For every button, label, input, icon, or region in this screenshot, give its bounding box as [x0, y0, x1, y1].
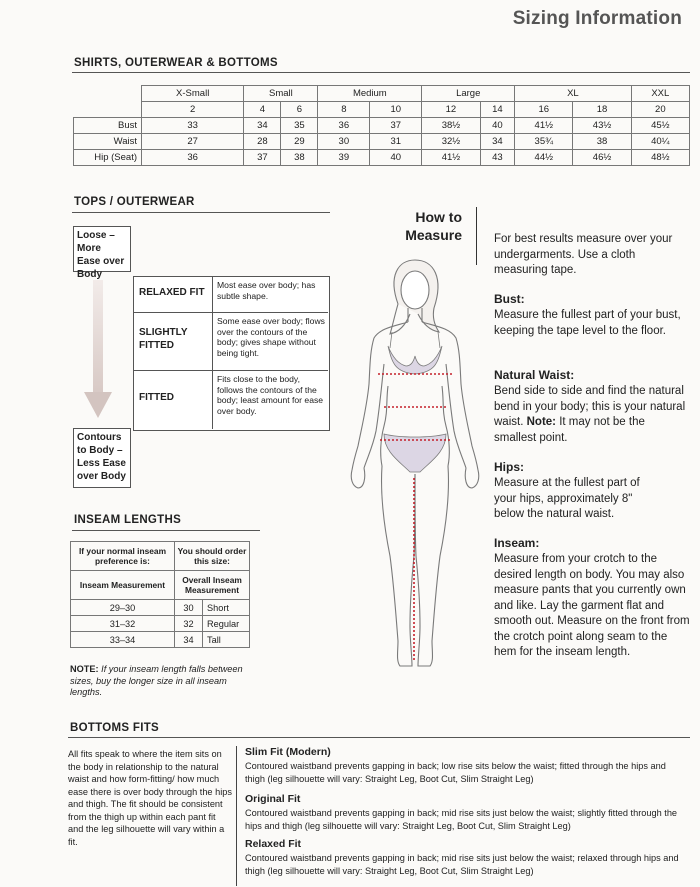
table-cell: 36	[142, 150, 244, 166]
fit-desc-slightly-fitted: Some ease over body; flows over the contours of the body; gives shape without being tight.	[217, 316, 325, 358]
inseam-sub-overall: Overall Inseam Measurement	[175, 571, 250, 600]
table-cell: 48½	[631, 150, 689, 166]
section-heading-tops: TOPS / OUTERWEAR	[74, 196, 195, 208]
inseam-name: Short	[203, 600, 250, 616]
down-arrow-icon	[82, 280, 114, 430]
table-cell: 29	[281, 134, 318, 150]
row-label: Hip (Seat)	[74, 150, 142, 166]
inseam-number: 34	[175, 632, 203, 648]
divider	[72, 212, 330, 213]
inseam-title: Inseam:	[494, 536, 540, 550]
table-cell: 37	[370, 118, 422, 134]
waist-note: It may not be the smallest point.	[494, 416, 645, 444]
divider	[72, 530, 260, 531]
table-cell: 35¾	[515, 134, 573, 150]
inseam-sub-measurement: Inseam Measurement	[71, 571, 175, 600]
divider	[236, 746, 237, 886]
row-label: Waist	[74, 134, 142, 150]
page-title: Sizing Information	[512, 8, 682, 29]
table-cell: 38½	[422, 118, 480, 134]
size-group: Large	[422, 86, 515, 102]
bust-title: Bust:	[494, 292, 525, 306]
relaxed-fit-title: Relaxed Fit	[245, 838, 302, 850]
size-number: 2	[142, 102, 244, 118]
size-group: XL	[515, 86, 632, 102]
inseam-number: 30	[175, 600, 203, 616]
section-heading-inseam: INSEAM LENGTHS	[74, 514, 182, 526]
table-cell: 34	[480, 134, 515, 150]
inseam-head-order: You should order this size:	[175, 542, 250, 571]
fit-name-fitted: FITTED	[139, 392, 174, 403]
size-number: 18	[573, 102, 631, 118]
table-row	[74, 118, 690, 134]
size-chart-table	[73, 85, 690, 166]
fit-desc-relaxed: Most ease over body; has subtle shape.	[217, 280, 316, 301]
bust-text: Measure the fullest part of your bust, keeping the tape level to the floor.	[494, 309, 681, 337]
divider	[212, 276, 213, 429]
how-to-intro: For best results measure over your undergarments. Use a cloth measuring tape.	[494, 233, 673, 276]
note-text: If your inseam length falls between sizes, buy the longer size in all inseam lengths.	[70, 664, 243, 697]
fit-name-relaxed: RELAXED FIT	[139, 287, 205, 298]
table-cell: 46½	[573, 150, 631, 166]
hips-title: Hips:	[494, 460, 524, 474]
note-label: NOTE:	[70, 664, 99, 674]
table-cell: 27	[142, 134, 244, 150]
waist-desc: Bend side to side and find the natural bend in your body; this is your natural waist.	[494, 385, 686, 428]
size-group: X-Small	[142, 86, 244, 102]
size-number-row	[74, 102, 690, 118]
inseam-text: Measure from your crotch to the desired length on body. You may also measure pants that you currently own and like. Lay the garment flat and smooth out. Measure on the front from the crotch point along seam to the hem for the inseam length.	[494, 553, 690, 658]
size-number: 10	[370, 102, 422, 118]
size-number: 6	[281, 102, 318, 118]
size-group: Medium	[318, 86, 422, 102]
waist-note-label: Note:	[526, 416, 556, 428]
inseam-head-preference: If your normal inseam preference is:	[71, 542, 175, 571]
table-cell: 43	[480, 150, 515, 166]
contours-label: Contours to Body – Less Ease over Body	[73, 428, 131, 488]
table-cell: 40¼	[631, 134, 689, 150]
table-cell: 43½	[573, 118, 631, 134]
table-cell: 33	[142, 118, 244, 134]
fit-desc-fitted: Fits close to the body, follows the contours of the body; least amount for ease over body.	[217, 374, 324, 416]
table-cell: 45½	[631, 118, 689, 134]
inseam-range: 31–32	[71, 616, 175, 632]
table-cell: 41½	[515, 118, 573, 134]
table-cell: 34	[244, 118, 281, 134]
size-number: 20	[631, 102, 689, 118]
table-cell: 41½	[422, 150, 480, 166]
table-cell: 37	[244, 150, 281, 166]
size-number: 12	[422, 102, 480, 118]
table-cell: 35	[281, 118, 318, 134]
table-cell: 31	[370, 134, 422, 150]
table-cell: 44½	[515, 150, 573, 166]
table-cell: 32½	[422, 134, 480, 150]
size-number: 16	[515, 102, 573, 118]
section-heading-shirts: SHIRTS, OUTERWEAR & BOTTOMS	[74, 57, 278, 69]
waist-text	[494, 384, 686, 446]
inseam-range: 29–30	[71, 600, 175, 616]
table-row	[71, 632, 250, 648]
section-heading-bottoms: BOTTOMS FITS	[70, 722, 159, 734]
size-number: 14	[480, 102, 515, 118]
row-label: Bust	[74, 118, 142, 134]
original-fit-desc: Contoured waistband prevents gapping in back; mid rise sits just below the waist; slightly fitted through the hips and thigh (leg silhouette will vary: Straight Leg, Boot Cut, Slim Straight Leg)	[245, 808, 678, 831]
inseam-range: 33–34	[71, 632, 175, 648]
original-fit-title: Original Fit	[245, 793, 301, 805]
table-row	[74, 150, 690, 166]
table-cell: 40	[480, 118, 515, 134]
hips-text: Measure at the fullest part of your hips, approximately 8" below the natural waist.	[494, 477, 640, 520]
size-number: 8	[318, 102, 370, 118]
table-cell: 40	[370, 150, 422, 166]
table-row	[71, 600, 250, 616]
body-figure-illustration	[340, 256, 490, 686]
size-group: XXL	[631, 86, 689, 102]
divider	[68, 737, 690, 738]
bottoms-intro: All fits speak to where the item sits on the body in relationship to the natural waist and how form-fitting/ how much ease there is over body through the hips and thigh. The fit should be consistent from the thigh up within each pant fit and the leg silhouette will vary within a fit.	[68, 749, 232, 847]
table-row	[74, 134, 690, 150]
loose-label: Loose – More Ease over Body	[73, 226, 131, 272]
divider	[133, 312, 328, 313]
table-cell: 28	[244, 134, 281, 150]
inseam-name: Regular	[203, 616, 250, 632]
table-cell: 30	[318, 134, 370, 150]
size-number: 4	[244, 102, 281, 118]
how-to-heading: How to Measure	[405, 209, 462, 243]
table-cell: 39	[318, 150, 370, 166]
inseam-table	[70, 541, 250, 648]
table-cell: 38	[281, 150, 318, 166]
inseam-name: Tall	[203, 632, 250, 648]
slim-fit-title: Slim Fit (Modern)	[245, 746, 331, 758]
size-group-row	[74, 86, 690, 102]
waist-title: Natural Waist:	[494, 368, 575, 382]
table-row	[71, 616, 250, 632]
size-group: Small	[244, 86, 318, 102]
slim-fit-desc: Contoured waistband prevents gapping in back; low rise sits below the waist; fitted through the hips and thigh (leg silhouette will vary: Straight Leg, Boot Cut, Slim Straight Leg)	[245, 761, 666, 784]
relaxed-fit-desc: Contoured waistband prevents gapping in back; mid rise sits just below the waist; relaxed through hips and thigh (leg silhouette will vary: Straight Leg, Boot Cut, Slim Straight Leg)	[245, 853, 679, 876]
divider	[72, 72, 690, 73]
divider	[133, 370, 328, 371]
inseam-number: 32	[175, 616, 203, 632]
inseam-note	[70, 664, 260, 699]
table-cell: 36	[318, 118, 370, 134]
table-cell: 38	[573, 134, 631, 150]
fit-name-slightly-fitted: SLIGHTLY FITTED	[139, 327, 188, 351]
